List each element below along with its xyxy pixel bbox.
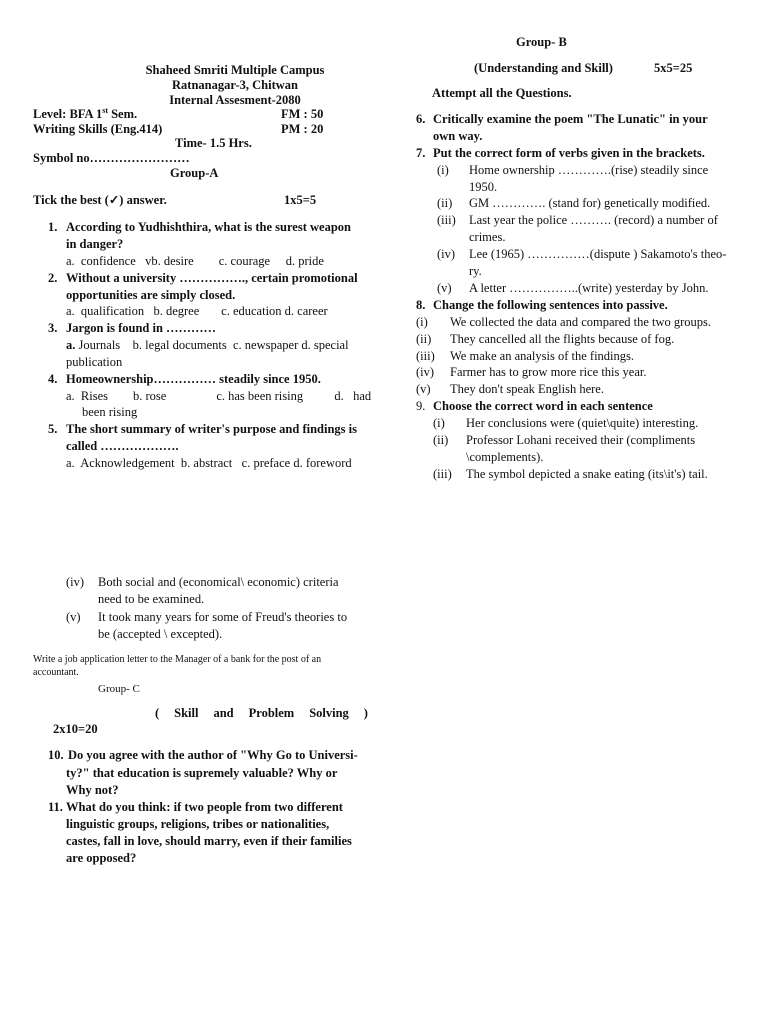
question-number: 7.: [416, 146, 426, 160]
question-text: Put the correct form of verbs given in the brackets.: [433, 146, 705, 160]
item-text: Both social and (economical\ economic) criteria: [98, 575, 339, 589]
question-number: 5.: [48, 422, 58, 436]
group-b-title: Group- B: [516, 35, 567, 49]
item-number: (i): [416, 315, 428, 329]
item-number: (v): [437, 281, 452, 295]
item-number: (ii): [416, 332, 432, 346]
item-number: (i): [433, 416, 445, 430]
answer-options: a. confidence vb. desire c. courage d. pride: [66, 254, 324, 268]
item-text: Farmer has to grow more rice this year.: [450, 365, 647, 379]
item-text: Lee (1965) ……………(dispute ) Sakamoto's theo-: [469, 247, 727, 261]
group-c-subtitle: ( Skill and Problem Solving ): [155, 706, 368, 720]
campus-address: Ratnanagar-3, Chitwan: [172, 78, 298, 92]
group-a-marks: 1x5=5: [284, 193, 317, 207]
question-text: Do you agree with the author of "Why Go to Universi-: [68, 748, 358, 762]
question-text: The short summary of writer's purpose and findings is: [66, 422, 357, 436]
item-text: \complements).: [466, 450, 544, 464]
item-number: (iv): [416, 365, 435, 379]
item-number: (iv): [437, 247, 456, 261]
question-number: 9.: [416, 399, 426, 413]
item-text: GM …………. (stand for) genetically modified.: [469, 196, 711, 210]
item-text: crimes.: [469, 230, 506, 244]
full-marks: FM : 50: [281, 107, 324, 121]
item-number: (iv): [66, 575, 85, 589]
letter-task: Write a job application letter to the Manager of a bank for the post of an: [33, 654, 322, 665]
question-number: 10.: [48, 748, 64, 762]
item-text: ry.: [469, 264, 482, 278]
item-number: (i): [437, 163, 449, 177]
question-text: Homeownership…………… steadily since 1950.: [66, 372, 321, 386]
item-number: (ii): [433, 433, 449, 447]
question-number: 2.: [48, 271, 58, 285]
question-text: According to Yudhishthira, what is the surest weapon: [66, 220, 351, 234]
answer-options: been rising: [82, 405, 138, 419]
item-text: We collected the data and compared the two groups.: [450, 315, 712, 329]
question-text: opportunities are simply closed.: [66, 288, 236, 302]
group-b-instruction: Attempt all the Questions.: [432, 86, 572, 100]
question-text: are opposed?: [66, 851, 137, 865]
item-text: Her conclusions were (quiet\quite) interesting.: [466, 416, 699, 430]
question-number: 11.: [48, 800, 63, 814]
subject-info: Writing Skills (Eng.414): [33, 122, 163, 136]
item-text: 1950.: [469, 180, 498, 194]
question-text: Change the following sentences into passive.: [433, 298, 668, 312]
item-number: (v): [66, 610, 81, 624]
item-number: (iii): [433, 467, 452, 481]
group-a-instruction: Tick the best (✓) answer.: [33, 193, 167, 207]
group-c-marks: 2x10=20: [53, 722, 98, 736]
item-text: They don't speak English here.: [450, 382, 604, 396]
item-number: (iii): [437, 213, 456, 227]
question-text: own way.: [433, 129, 483, 143]
question-number: 1.: [48, 220, 58, 234]
item-text: be (accepted \ excepted).: [98, 627, 223, 641]
answer-options: a. qualification b. degree c. education d. career: [66, 304, 328, 318]
answer-options: a. Acknowledgement b. abstract c. preface d. foreword: [66, 456, 352, 470]
pass-marks: PM : 20: [281, 122, 324, 136]
symbol-no: Symbol no……………………: [33, 151, 190, 165]
question-text: in danger?: [66, 237, 124, 251]
question-text: castes, fall in love, should marry, even if their families: [66, 834, 352, 848]
letter-task: accountant.: [33, 667, 79, 678]
group-b-subtitle: (Understanding and Skill): [474, 61, 613, 75]
question-text: What do you think: if two people from two different: [66, 800, 343, 814]
item-text: Professor Lohani received their (compliments: [466, 433, 696, 447]
group-b-marks: 5x5=25: [654, 61, 693, 75]
level-info: Level: BFA 1st Sem.: [33, 105, 138, 121]
question-text: ty?" that education is supremely valuable? Why or: [66, 766, 338, 780]
question-number: 6.: [416, 112, 426, 126]
item-text: They cancelled all the flights because of fog.: [450, 332, 675, 346]
item-number: (iii): [416, 349, 435, 363]
group-c-title: Group- C: [98, 683, 140, 695]
answer-options: a. Journals b. legal documents c. newspaper d. special: [66, 338, 349, 352]
question-text: Why not?: [66, 783, 119, 797]
item-text: Last year the police ………. (record) a number of: [469, 213, 718, 227]
question-number: 8.: [416, 298, 426, 312]
question-number: 4.: [48, 372, 58, 386]
question-text: Critically examine the poem "The Lunatic" in your: [433, 112, 708, 126]
exam-time: Time- 1.5 Hrs.: [175, 136, 252, 150]
item-text: It took many years for some of Freud's theories to: [98, 610, 348, 624]
item-text: Home ownership ………….(rise) steadily since: [469, 163, 709, 177]
question-text: linguistic groups, religions, tribes or nationalities,: [66, 817, 330, 831]
answer-options: publication: [66, 355, 123, 369]
answer-options: a. Rises b. rose c. has been rising d. had: [66, 389, 372, 403]
question-text: Without a university ……………., certain promotional: [66, 271, 358, 285]
item-text: We make an analysis of the findings.: [450, 349, 635, 363]
item-text: The symbol depicted a snake eating (its\it's) tail.: [466, 467, 708, 481]
item-text: A letter ……………..(write) yesterday by John.: [469, 281, 709, 295]
item-text: need to be examined.: [98, 592, 205, 606]
exam-title: Internal Assesment-2080: [169, 93, 301, 107]
item-number: (ii): [437, 196, 453, 210]
question-number: 3.: [48, 321, 58, 335]
item-number: (v): [416, 382, 431, 396]
question-text: Choose the correct word in each sentence: [433, 399, 653, 413]
tick-icon: ✓: [108, 193, 120, 207]
question-text: Jargon is found in …………: [66, 321, 217, 335]
group-a-title: Group-A: [170, 166, 219, 180]
campus-name: Shaheed Smriti Multiple Campus: [145, 63, 325, 77]
question-text: called ……………….: [66, 439, 179, 453]
